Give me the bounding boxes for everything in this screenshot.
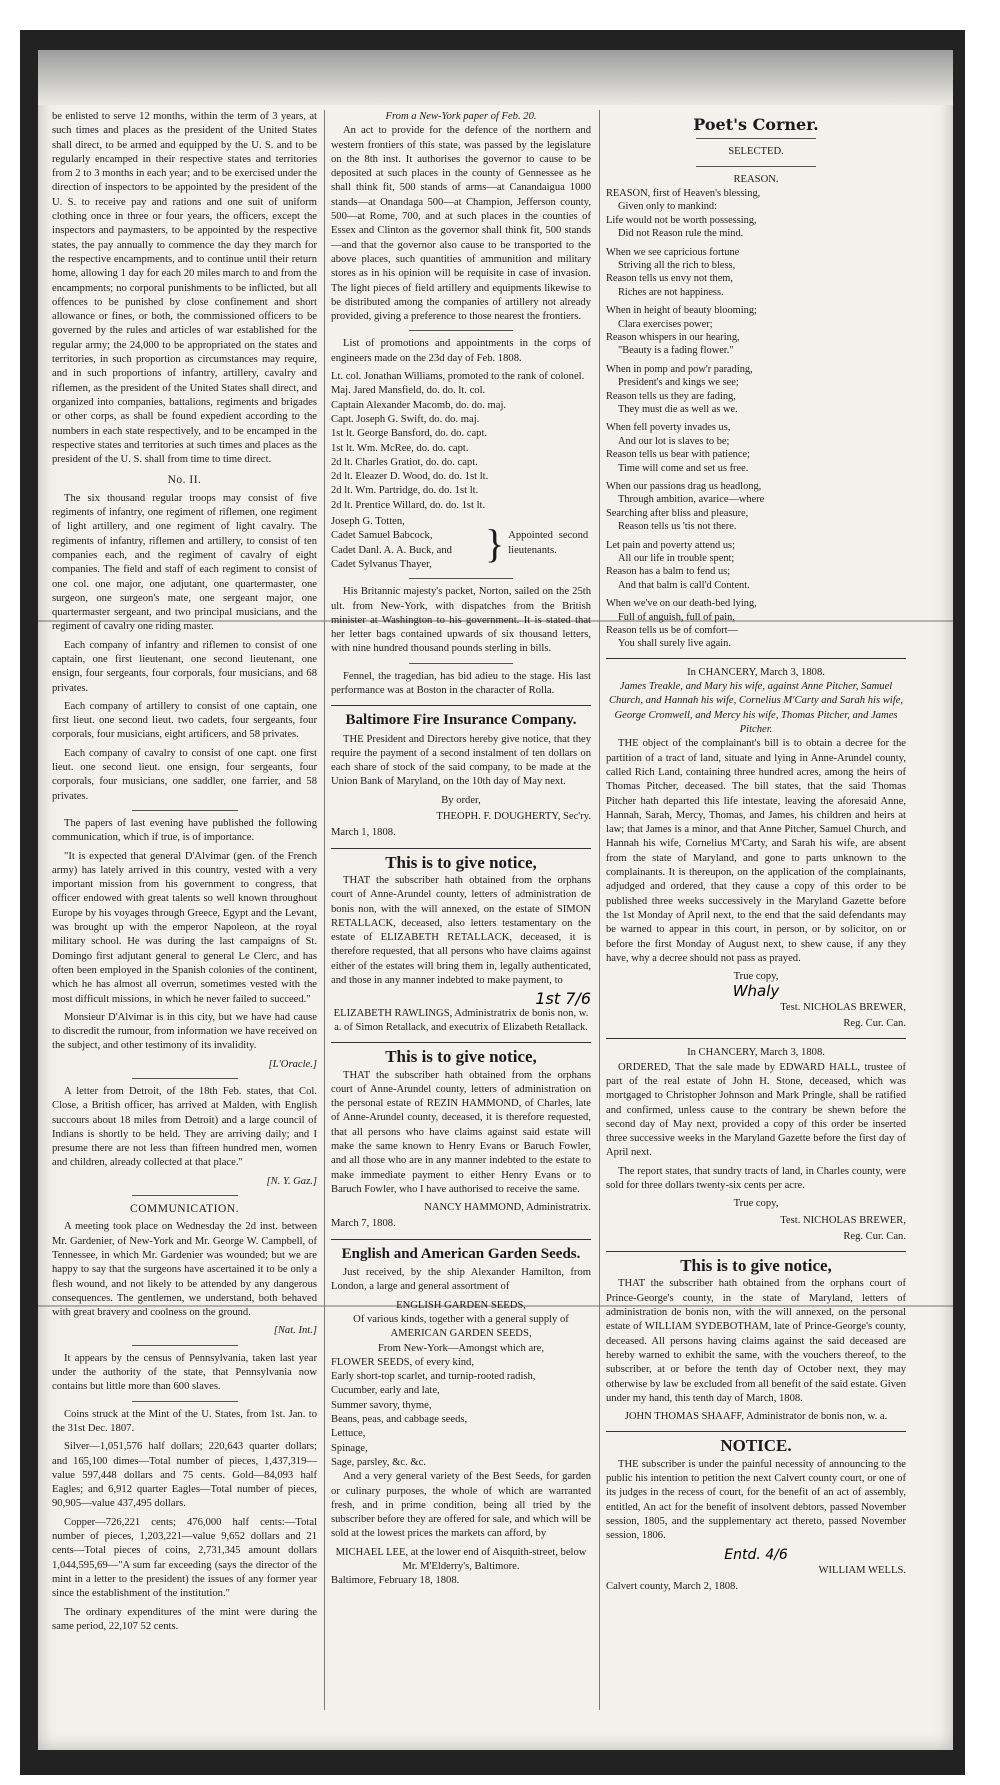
column-left — [52, 110, 317, 1730]
divider — [409, 578, 513, 579]
stanza — [606, 539, 906, 593]
verse-line: Reason has a balm to fend us; — [606, 566, 731, 578]
handwritten-signature: Whaly — [732, 982, 780, 1001]
section-heading: COMMUNICATION. — [130, 1203, 239, 1216]
verse-line: Reason tells us be of comfort— — [606, 625, 738, 637]
ad-heading: Baltimore Fire Insurance Company. — [345, 712, 577, 729]
verse-line: Reason tells us bear with patience; — [606, 449, 750, 461]
verse-line: Reason tells us 'tis not there. — [618, 521, 737, 533]
verse-line: Searching after bliss and pleasure, — [606, 507, 749, 519]
stanza — [606, 304, 906, 358]
divider — [696, 138, 816, 139]
chancery-body: ORDERED, That the sale made by EDWARD HALL, trustee of part of the real estate of John H. Stone, deceased, which was mortgaged to Christopher Johnson and Mark Pringle, shall be ratified and confirmed, unless cause to the contrary be shewn before the second day of May next, provided a copy of this order be inserted three successive weeks in the Maryland Gazette before the first day of April next. — [606, 1061, 906, 1159]
handwritten-note: 1st 7/6 — [535, 989, 591, 1009]
divider — [331, 848, 591, 849]
verse-line: When in pomp and pow'r parading, — [606, 363, 753, 375]
chancery-signature: Reg. Cur. Can. — [843, 1230, 906, 1242]
stanza — [606, 187, 906, 241]
ad-line: Of various kinds, together with a general supply of — [353, 1313, 569, 1325]
seeds-list — [331, 1356, 591, 1470]
verse-line: All our life in trouble spent; — [618, 553, 735, 565]
notice-heading: This is to give notice, — [385, 1047, 537, 1067]
verse-line: Through ambition, avarice—where — [618, 494, 765, 506]
divider — [132, 1195, 238, 1196]
paragraph: The six thousand regular troops may consist of five regiments of infantry, one regiment of riflemen, one regiment of light artillery, and one regiment of light cavalry. The regiments of infantry, riflemen and artillery, to consist of ten companies each, and the regiment of cavalry of eight companies. The field and staff of each regiment to consist of one col. one major, one adjutant, one quartermaster, one surgeon, one surgeon's mate, one sergeant major, one quartermaster sergeant, and two principal musicians, and the regiment of cavalry one riding master. — [52, 492, 317, 633]
list-item: Cucumber, early and late, — [331, 1385, 440, 1397]
list-item: Maj. Jared Mansfield, do. do. lt. col. — [331, 385, 486, 397]
column-rule — [324, 110, 325, 1710]
notice-body: THAT the subscriber hath obtained from the orphans court of Anne-Arundel county, letters of administration de bonis non, with the will annexed, on the estate of SIMON RETALLACK, deceased, also letters testamentary on the estate of ELIZABETH RETALLACK, deceased, it is therefore requested, that all persons who have claims against either of the estates will bring them in, legally authenticated, and those in any manner indebted to make payment, to — [331, 874, 591, 987]
list-item: Summer savory, thyme, — [331, 1399, 432, 1411]
chancery-heading: In CHANCERY, March 3, 1808. — [687, 1047, 825, 1059]
chancery-heading: In CHANCERY, March 3, 1808. — [687, 666, 825, 678]
list-item: 2d lt. Wm. Partridge, do. do. 1st lt. — [331, 485, 479, 497]
divider — [331, 705, 591, 706]
paragraph: Coins struck at the Mint of the U. States, from 1st. Jan. to the 31st Dec. 1807. — [52, 1408, 317, 1434]
paragraph: The ordinary expenditures of the mint were during the same period, 22,107 52 cents. — [52, 1606, 317, 1632]
notice-signature: ELIZABETH RAWLINGS, Administratrix de bonis non, w. a. of Simon Retallack, and executrix of Elizabeth Retallack. — [333, 1007, 589, 1033]
verse-line: Riches are not happiness. — [618, 286, 724, 298]
notice-signature: WILLIAM WELLS. — [818, 1564, 906, 1576]
chancery-signature: Reg. Cur. Can. — [843, 1018, 906, 1030]
ad-date: Baltimore, February 18, 1808. — [331, 1575, 460, 1587]
verse-line: Full of anguish, full of pain, — [618, 611, 735, 623]
divider — [331, 1042, 591, 1043]
verse-line: REASON, first of Heaven's blessing, — [606, 187, 761, 199]
list-item: 1st lt. Wm. McRee, do. do. capt. — [331, 442, 469, 454]
paragraph: Each company of infantry and riflemen to consist of one captain, one first lieutenant, one second lieutenant, one ensign, four sergeants, four corporals, four musicians, and 68 privates. — [52, 639, 317, 694]
verse-line: Striving all the rich to bless, — [618, 259, 736, 271]
notice-body: THAT the subscriber hath obtained from the orphans court of Anne-Arundel county, letters of administration on the personal estate of REZIN HAMMOND, of Charles, late of Anne-Arundel county, deceased, it is therefore requested, that all persons who have claims against said estate will make the same known to Henry Evans or Baruch Fowler, and all those who are in any manner indebted to the estate to make immediate payment to either Henry Evans or to Baruch Fowler, who I have authorised to receive the same. — [331, 1069, 591, 1195]
source-credit: [Nat. Int.] — [273, 1325, 317, 1337]
list-item: FLOWER SEEDS, of every kind, — [331, 1356, 475, 1368]
source-credit: [N. Y. Gaz.] — [266, 1175, 317, 1187]
list-item: 2d lt. Eleazer D. Wood, do. do. 1st lt. — [331, 471, 489, 483]
list-item: Early short-top scarlet, and turnip-rooted radish, — [331, 1371, 536, 1383]
verse-line: When fell poverty invades us, — [606, 422, 731, 434]
list-item: Sage, parsley, &c. &c. — [331, 1456, 426, 1468]
verse-line: Did not Reason rule the mind. — [618, 228, 744, 240]
divider — [606, 658, 906, 659]
stanza — [606, 421, 906, 475]
ad-line: AMERICAN GARDEN SEEDS, — [390, 1328, 532, 1340]
ad-body: THE President and Directors hereby give notice, that they require the payment of a second instalment of ten dollars on each share of stock of the said company, to be made at the Union Bank of Maryland, on the 10th day of May next. — [331, 733, 591, 788]
paragraph: Copper—726,221 cents; 476,000 half cents:—Total number of pieces, 1,203,221—value 9,652 dollars and 21 cents—Total pieces of coins, 2,731,345 amount dollars 1,044,595,69—"A sum far exceeding (says the director of the mint in a letter to the president) the issues of any former year since the establishment of the institution." — [52, 1516, 317, 1600]
verse-line: Life would not be worth possessing, — [606, 214, 757, 226]
list-item: Joseph G. Totten, — [331, 516, 405, 528]
true-copy: True copy, — [733, 1198, 779, 1210]
paragraph: List of promotions and appointments in the corps of engineers made on the 23d day of Feb. 1808. — [331, 338, 591, 364]
divider — [132, 1345, 238, 1346]
ad-line: ENGLISH GARDEN SEEDS, — [396, 1299, 526, 1311]
verse-line: They must die as well as we. — [618, 403, 738, 415]
notice-body: THAT the subscriber hath obtained from the orphans court of Prince-George's county, in the state of Maryland, letters of administration de bonis non, with the will annexed, on the personal estate of WILLIAM SYDEBOTHAM, late of Prince-George's county, deceased. All persons having claims against the said deceased are hereby warned to exhibit the same, with the vouchers thereof, to the subscriber, at or before the tenth day of October next, they may otherwise by law be excluded from all benefit of the said estate. Given under my hand, this tenth day of March, 1808. — [606, 1278, 906, 1404]
ad-heading: English and American Garden Seeds. — [341, 1245, 581, 1262]
notice-date: Calvert county, March 2, 1808. — [606, 1581, 738, 1593]
poem — [606, 187, 906, 651]
divider — [696, 166, 816, 167]
divider — [132, 1078, 238, 1079]
ad-order: By order, — [441, 794, 481, 806]
divider — [606, 1251, 906, 1252]
ad-signature: THEOPH. F. DOUGHERTY, Sec'ry. — [436, 811, 591, 823]
verse-line: Reason tells us they are fading, — [606, 390, 736, 402]
selected-label: SELECTED. — [728, 146, 784, 158]
paragraph: A meeting took place on Wednesday the 2d inst. between Mr. Gardenier, of New-York and Mr. George W. Campbell, of Tennessee, in which Mr. Gardenier was wounded; but we are happy to say that the surgeons have ascertained it to be only a flesh wound, and not likely to be attended by any dangerous consequences. The gentlemen, we understand, both behaved with great bravery and coolness on the ground. — [52, 1221, 317, 1319]
verse-line: And our lot is slaves to be; — [618, 435, 730, 447]
verse-line: When we see capricious fortune — [606, 246, 740, 258]
verse-line: Clara exercises power; — [618, 318, 713, 330]
militia-article: be enlisted to serve 12 months, within the term of 3 years, at such times and places as the president of the United States shall direct, to be armed and equipped by the U. S. and to be regularly encamped in their respective states and territories from 2 to 3 months in each year; and to be exercised under the direction of inspectors to be appointed by the president of the U. S. to receive pay and rations and one suit of uniform clothing once in three or four years, the officers, except the inspectors and paymasters, to be appointed by the respective states, the pay annually to commence the day they march for the respective encampments, and to continue until their return home, allowing 1 day for each 20 miles march to and from the encampments; no corporal punishments to be inflicted, but all offences to be punished by close confinement and short allowance or fines, or both, the commissioned officers to be governed by the rules and articles of war established for the regular army; the 24,000 to be appropriated on the states and territories, in such proportion as circumstances may require, and in such proportions of infantry, artillery, cavalry and riflemen, as the president of the United States shall direct, and organized into companies, battalions, regiments and brigades or other corps, as shall be found expedient according to the numbers in each state respectively, and to be encamped in the respective states and territories at such times and places as the president of the U. S. shall from time to time direct. — [52, 111, 317, 466]
divider — [331, 1239, 591, 1240]
notice-date: March 7, 1808. — [331, 1218, 396, 1230]
notice-heading: This is to give notice, — [385, 852, 537, 872]
verse-line: When we've on our death-bed lying, — [606, 598, 757, 610]
ad-body: Just received, by the ship Alexander Hamilton, from London, a large and general assortment of — [331, 1267, 591, 1293]
column-middle — [331, 110, 591, 1730]
list-item: Cadet Danl. A. A. Buck, and — [331, 544, 452, 556]
source-credit: [L'Oracle.] — [268, 1058, 317, 1070]
paragraph: Silver—1,051,576 half dollars; 220,643 quarter dollars; and 165,100 dimes—Total number of pieces, 1,437,319—value 597,448 dollars and 75 cents. Gold—84,093 half Eagles; and 6,912 quarter Eagles—Total number of pieces, 90,905—value 437,495 dollars. — [52, 1441, 317, 1510]
list-item: Cadet Samuel Babcock, — [331, 530, 433, 542]
promotions-list — [331, 370, 591, 513]
cadets-note: Appointed second lieutenants. — [508, 530, 589, 556]
stanza — [606, 363, 906, 417]
stanza — [606, 246, 906, 300]
verse-line: You shall surely live again. — [618, 638, 731, 650]
verse-line: President's and kings we see; — [618, 377, 739, 389]
list-item: Cadet Sylvanus Thayer, — [331, 558, 432, 570]
stanza — [606, 597, 906, 651]
paragraph: An act to provide for the defence of the northern and western frontiers of this state, was passed by the legislature on the 8th inst. It authorises the governor to cause to be deposited at such places in the county of Gennessee as he shall think fit, 500 stands of arms—at Canandaigua 1000 stands—at Onandaga 500—at Champion, Jefferson county, 500—at Rome, 700, and at such places in the counties of Essex and Clinton as the governor shall think fit, 500 stands—and that the governor also cause to be transported to the above places, such quantities of ammunition and military stores as in his opinion will be requisite in case of invasion. The light pieces of field artillery and equipments likewise to be distributed among the companies of artillery not already provided, giving a preference to those nearest the frontiers. — [331, 125, 591, 323]
verse-line: When our passions drag us headlong, — [606, 481, 762, 493]
column-right — [606, 110, 906, 1730]
notice-body: THE subscriber is under the painful necessity of announcing to the public his intention to petition the next Calvert county court, or one of its judges in the recess of court, for the benefit of an act of assembly, entitled, An act for the benefit of insolvent debtors, passed November session, 1805, and the supplementary act thereto, passed November session, 1806. — [606, 1458, 906, 1542]
verse-line: Let pain and poverty attend us; — [606, 539, 735, 551]
divider — [409, 330, 513, 331]
true-copy: True copy, — [733, 971, 779, 983]
divider — [606, 1038, 906, 1039]
poets-corner-title: Poet's Corner. — [693, 115, 819, 134]
poem-title: REASON. — [733, 173, 779, 185]
notice-signature: NANCY HAMMOND, Administratrix. — [424, 1202, 591, 1214]
list-item: Spinage, — [331, 1442, 368, 1454]
paragraph: It appears by the census of Pennsylvania, taken last year under the authority of the state, that Pennsylvania now contains but little more than 600 slaves. — [52, 1352, 317, 1393]
notice-signature: JOHN THOMAS SHAAFF, Administrator de bonis non, w. a. — [624, 1411, 888, 1423]
divider — [132, 1401, 238, 1402]
notice-heading: This is to give notice, — [680, 1256, 832, 1276]
ad-body: And a very general variety of the Best Seeds, for garden or culinary purposes, the whole of which are warranted fresh, and in prime condition, being all tried by the subscriber before they are offered for sale, and which will be sold at the lowest prices the markets can afford, by — [331, 1471, 591, 1540]
list-item: Lt. col. Jonathan Williams, promoted to the rank of colonel. — [331, 371, 585, 383]
chancery-signature: Test. NICHOLAS BREWER, — [780, 1001, 906, 1013]
chancery-signature: Test. NICHOLAS BREWER, — [780, 1214, 906, 1226]
column-rule — [599, 110, 600, 1710]
list-item: Capt. Joseph G. Swift, do. do. maj. — [331, 413, 480, 425]
stanza — [606, 480, 906, 534]
verse-line: When in height of beauty blooming; — [606, 305, 757, 317]
list-item: 1st lt. George Bansford, do. do. capt. — [331, 428, 488, 440]
chancery-body: The report states, that sundry tracts of land, in Charles county, were sold for three dollars twenty-six cents per acre. — [606, 1165, 906, 1191]
list-item: Beans, peas, and cabbage seeds, — [331, 1414, 468, 1426]
paragraph: Each company of artillery to consist of one captain, one first lieut. one second lieut. two cadets, four sergeants, four corporals, four musicians, eight artificers, and 58 privates. — [52, 700, 317, 741]
verse-line: Reason tells us envy not them, — [606, 273, 733, 285]
scan-shadow — [38, 50, 953, 105]
verse-line: Reason whispers in our hearing, — [606, 331, 740, 343]
verse-line: And that balm is call'd Content. — [618, 579, 750, 591]
list-item: Captain Alexander Macomb, do. do. maj. — [331, 399, 507, 411]
list-item: 2d lt. Charles Gratiot, do. do. capt. — [331, 456, 478, 468]
brace-icon: } — [485, 520, 505, 566]
paragraph: His Britannic majesty's packet, Norton, sailed on the 25th ult. from New-York, with dispatches from the British minister at Washington to his government. It is stated that her letter bags contained upwards of six thousand letters, with nine hundred thousand pounds sterling in bills. — [331, 586, 591, 655]
ad-date: March 1, 1808. — [331, 827, 396, 839]
ad-signature: MICHAEL LEE, at the lower end of Aisquith-street, below Mr. M'Elderry's, Baltimore. — [335, 1546, 587, 1573]
list-item: 2d lt. Prentice Willard, do. do. 1st lt. — [331, 499, 486, 511]
divider — [132, 810, 238, 811]
newspaper-page — [38, 50, 953, 1750]
verse-line: Time will come and set us free. — [618, 462, 749, 474]
list-item: Lettuce, — [331, 1428, 366, 1440]
paragraph: Each company of cavalry to consist of one capt. one first lieut. one second lieut. one ensign, four sergeants, four corporals, four musicians, one saddler, one farrier, and 58 privates. — [52, 747, 317, 802]
paragraph: Monsieur D'Alvimar is in this city, but we have had cause to discredit the rumour, from information we have received on the subject, and other testimony of its invalidity. — [52, 1011, 317, 1052]
dateline: From a New-York paper of Feb. 20. — [385, 111, 537, 122]
paragraph: "It is expected that general D'Alvimar (gen. of the French army) has lately arrived in this country, vested with a very important mission from his government to congress, that officer endowed with great talents so well known throughout Europe by his voyages through Greece, Egypt and the Levant, was brought up with the emperor Napoleon, at the royal military school. He was during the last campaigns of St. Domingo first adjutant general to general Le Clerc, and has often been employed in the Spanish colonies of the continent, which he has almost all overrun, sometimes vested with the most difficult missions, in which he never failed to succeed." — [52, 850, 317, 1005]
verse-line: "Beauty is a fading flower." — [618, 345, 734, 357]
paragraph: The papers of last evening have published the following communication, which if true, is of importance. — [52, 817, 317, 844]
section-heading: No. II. — [167, 474, 202, 487]
handwritten-note: Entd. 4/6 — [724, 1546, 788, 1563]
notice-heading: NOTICE. — [720, 1436, 792, 1456]
cadets-block — [331, 515, 591, 572]
divider — [606, 1431, 906, 1432]
verse-line: Given only to mankind: — [618, 201, 717, 213]
chancery-body: THE object of the complainant's bill is to obtain a decree for the partition of a tract of land, situate and lying in Anne-Arundel county, called Rich Land, containing three hundred acres, among the heirs of Thomas Pitcher, deceased. The bill states, that the said Thomas Pitcher hath departed this life intestate, leaving the aforesaid Anne, Hannah, Sarah, Mercy, Thomas, and James, his children and heirs at law; that James is a minor, and that Anne Pitcher, Samuel Church, and Hannah his wife, Cornelius M'Carty, and Sarah his wife, are absent from the state of Maryland, and gone to parts unknown to the complainants. It is thereupon, on the application of the complainants, adjudged and ordered, that they cause a copy of this order to be published three weeks successively in the Maryland Gazette before the 1st Monday of April next, to the end that the said defendants may be warned to appear in this court, in person, or by solicitor, on or before the first Monday of August next, to shew cause, if any they have, why a decree should not pass as prayed. — [606, 738, 906, 964]
paragraph: Fennel, the tragedian, has bid adieu to the stage. His last performance was at Boston in the character of Rolla. — [331, 670, 591, 696]
paragraph: A letter from Detroit, of the 18th Feb. states, that Col. Close, a British officer, has arrived at Malden, with English succours about 18 miles from Detroit) and a large council of Indians is shortly to be held. They are arriving daily; and I presume there are not less than fifteen hundred men, women and children, already collected at that place." — [52, 1086, 317, 1169]
ad-line: From New-York—Amongst which are, — [377, 1342, 545, 1354]
divider — [409, 663, 513, 664]
chancery-parties: James Treakle, and Mary his wife, against Anne Pitcher, Samuel Church, and Hannah his wife, Cornelius M'Carty and Sarah his wife, George Cromwell, and Mercy his wife, Thomas Pitcher, and James Pitcher. — [608, 681, 904, 736]
